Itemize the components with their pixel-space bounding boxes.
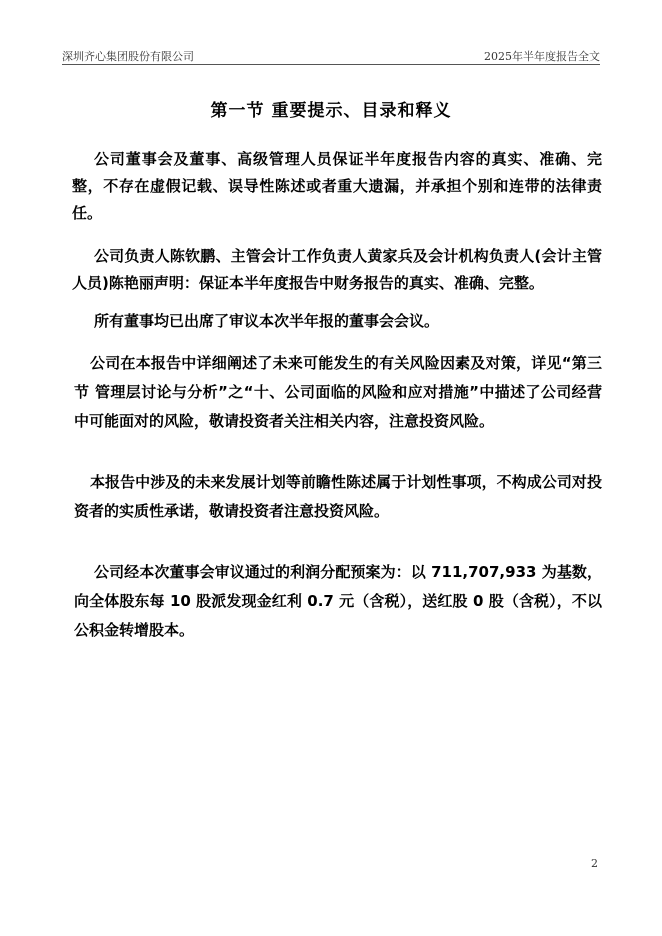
page-header: [62, 44, 600, 64]
paragraph-profit-distribution: 公司经本次董事会审议通过的利润分配预案为：以 711,707,933 为基数，向全体股东每 10 股派发现金红利 0.7 元（含税），送红股 0 股（含税），不以公积金转增股本。: [74, 563, 602, 639]
paragraph-directors-attendance: 所有董事均已出席了审议本次半年报的董事会会议。: [94, 312, 440, 330]
page-number: 2: [591, 857, 598, 870]
paragraph-responsible-persons: 公司负责人陈钦鹏、主管会计工作负责人黄家兵及会计机构负责人(会计主管人员)陈艳丽声明：保证本半年度报告中财务报告的真实、准确、完整。: [72, 247, 602, 292]
header-report-title: 2025年半年度报告全文: [484, 50, 600, 63]
paragraph-board-guarantee: 公司董事会及董事、高级管理人员保证半年度报告内容的真实、准确、完整，不存在虚假记载、误导性陈述或者重大遗漏，并承担个别和连带的法律责任。: [72, 150, 602, 222]
paragraph-risk-notice: 公司在本报告中详细阐述了未来可能发生的有关风险因素及对策，详见“第三节 管理层讨论与分析”之“十、公司面临的风险和应对措施”中描述了公司经营中可能面对的风险，敬请投资者关注相关内容，注意投资风险。: [74, 354, 602, 430]
header-divider: [62, 64, 600, 65]
section-title: 第一节 重要提示、目录和释义: [210, 101, 452, 121]
paragraph-forward-looking: 本报告中涉及的未来发展计划等前瞻性陈述属于计划性事项，不构成公司对投资者的实质性承诺，敬请投资者注意投资风险。: [74, 473, 602, 520]
header-company-name: 深圳齐心集团股份有限公司: [62, 50, 194, 63]
